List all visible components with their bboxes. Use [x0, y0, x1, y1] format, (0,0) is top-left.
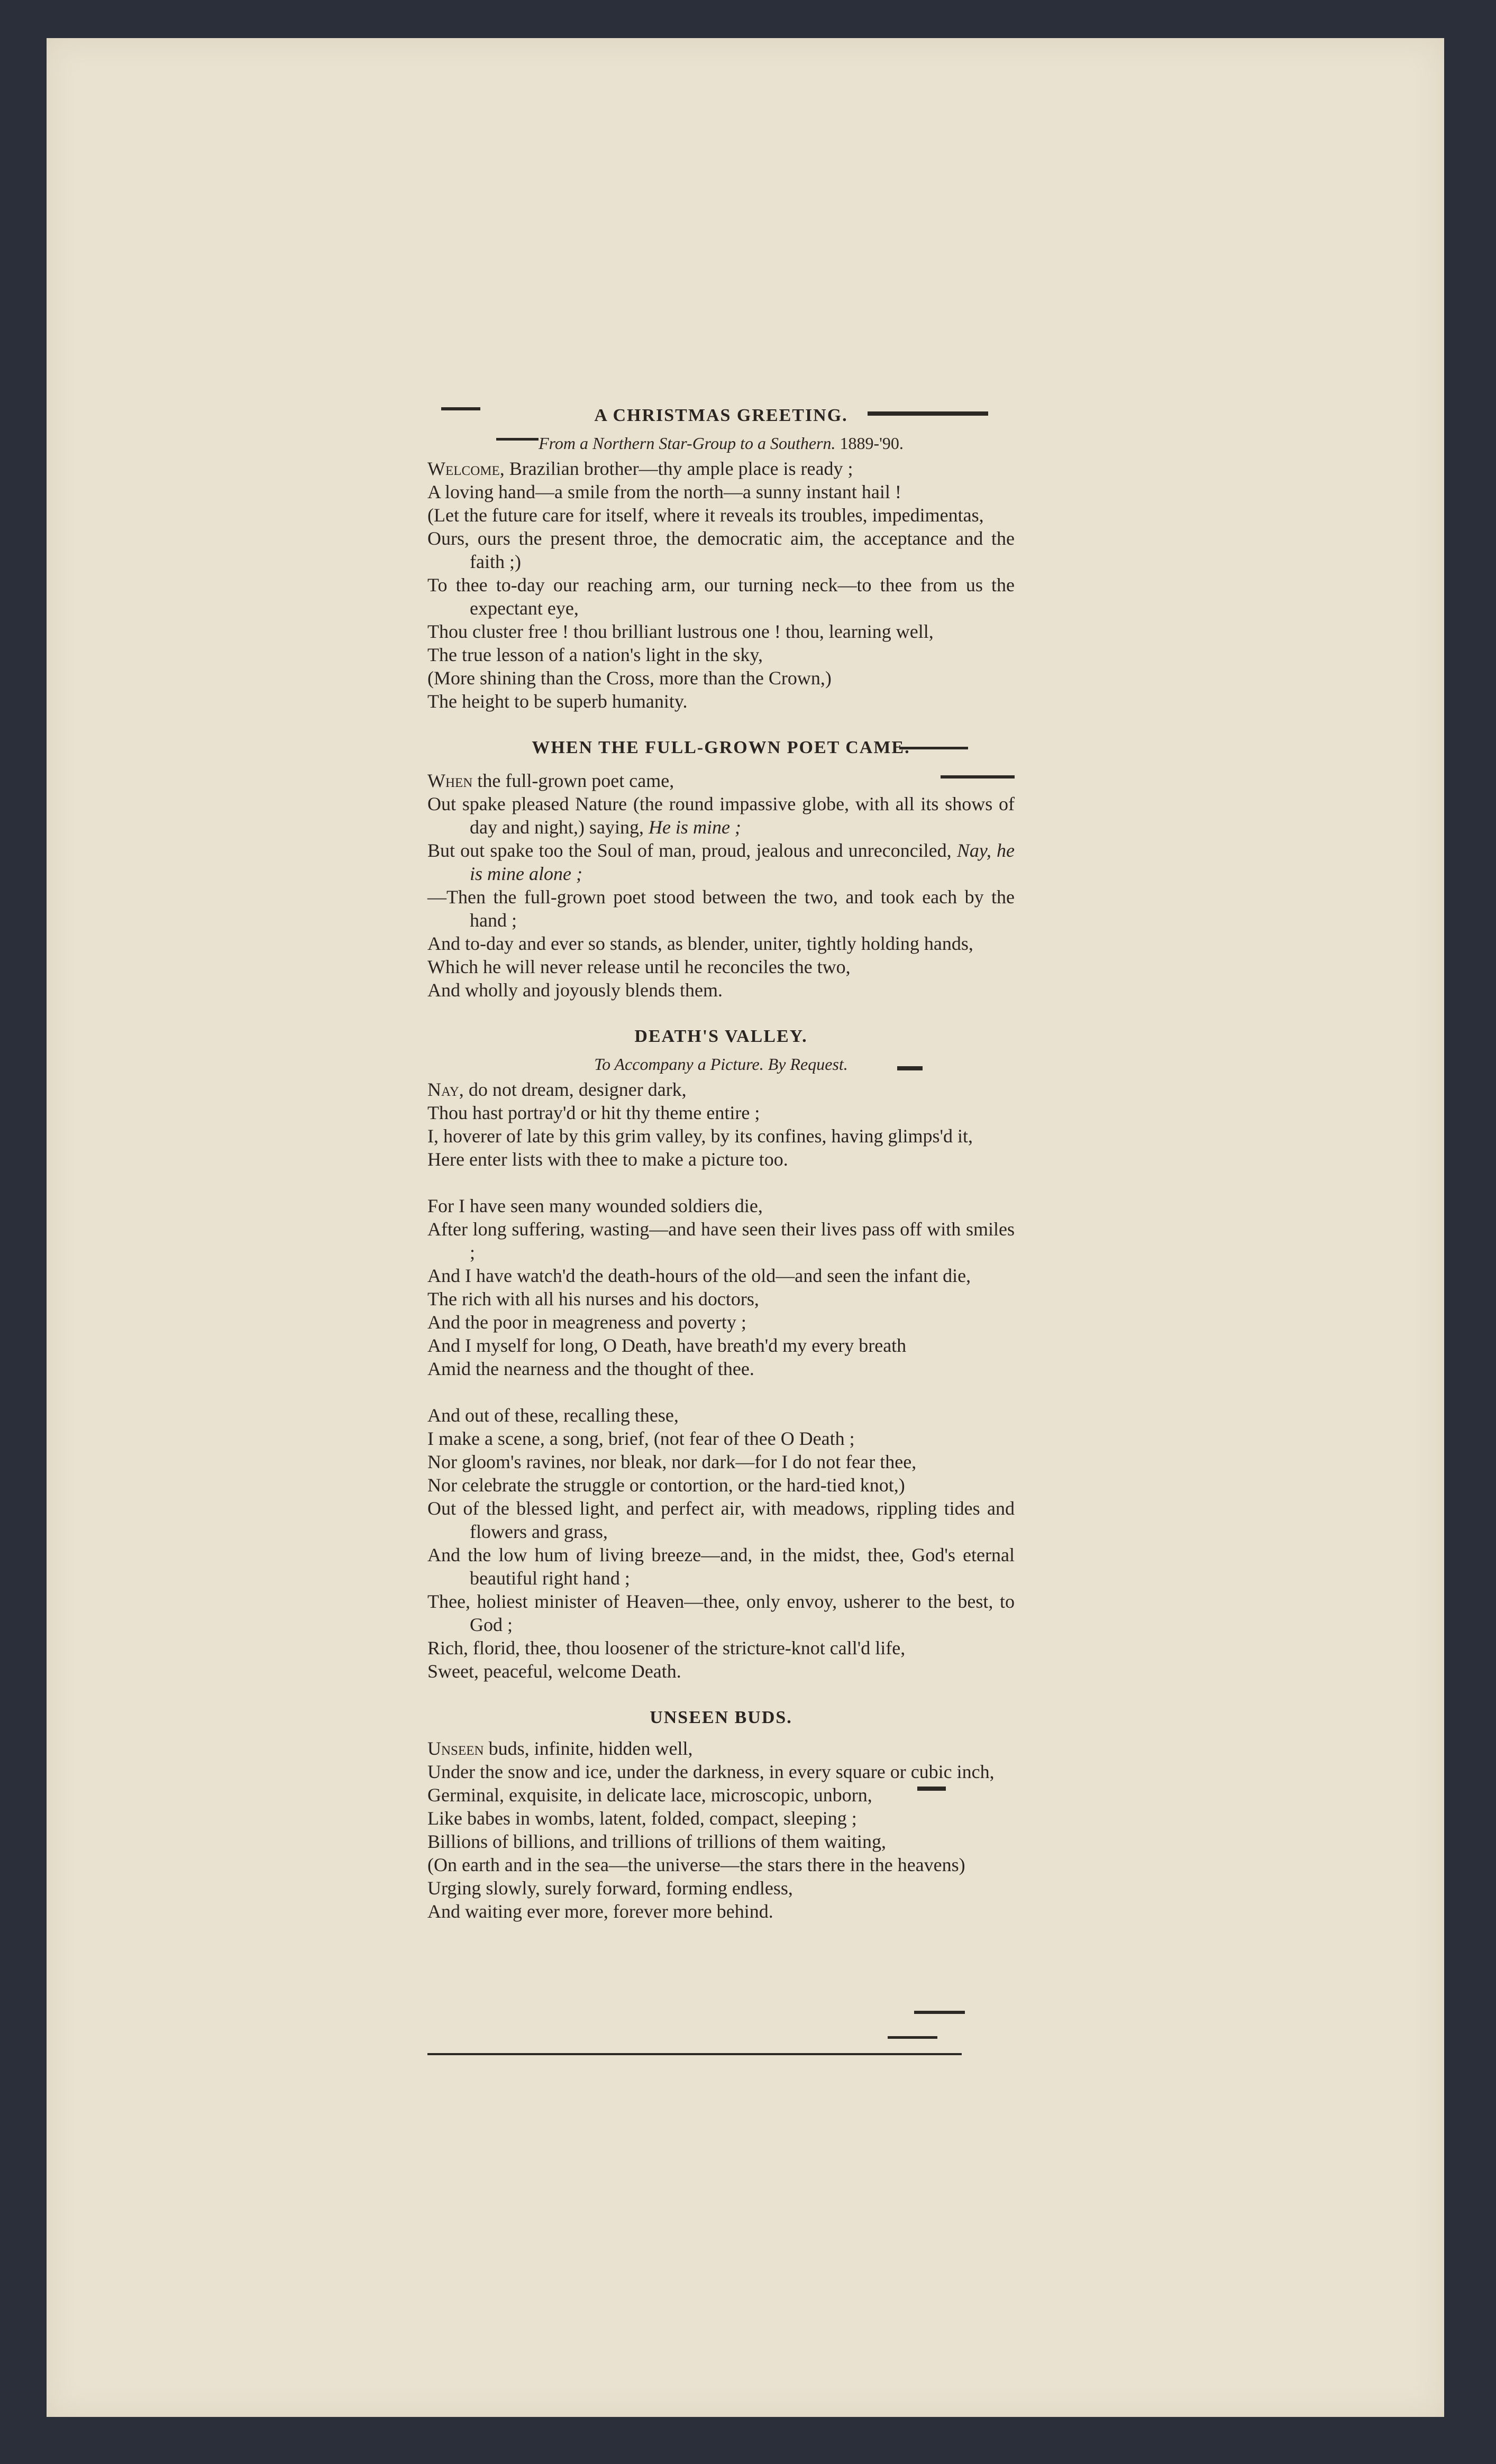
poem-line: (Let the future care for itself, where it reveals its troubles, impedimentas, — [427, 505, 984, 526]
poem-line: And the poor in meagreness and poverty ; — [427, 1312, 746, 1333]
poem-body — [427, 1737, 1015, 1923]
line-lead: When — [427, 770, 473, 791]
poem-line — [427, 457, 1015, 480]
printer-mark — [914, 2011, 965, 2014]
poem-line: Which he will never release until he reconciles the two, — [427, 956, 851, 977]
poem-body — [427, 457, 1015, 713]
poem-line: Out of the blessed light, and perfect air, with meadows, rippling tides and flowers and grass, — [427, 1498, 1015, 1542]
printer-mark — [888, 2036, 937, 2039]
poem-line — [427, 792, 1015, 839]
poem-line: And to-day and ever so stands, as blender, uniter, tightly holding hands, — [427, 933, 973, 954]
poem-column — [427, 402, 1015, 1923]
poem-line: A loving hand—a smile from the north—a sunny instant hail ! — [427, 481, 901, 502]
poem-line: The rich with all his nurses and his doctors, — [427, 1288, 759, 1309]
printer-mark — [427, 2053, 962, 2055]
poem-line: Like babes in wombs, latent, folded, compact, sleeping ; — [427, 1808, 857, 1829]
poem-line: And I myself for long, O Death, have breath'd my every breath — [427, 1335, 907, 1356]
poem-line: Ours, ours the present throe, the democratic aim, the acceptance and the faith ;) — [427, 528, 1015, 572]
line-text: do not dream, designer dark, — [463, 1079, 687, 1100]
poem-line: —Then the full-grown poet stood between the two, and took each by the hand ; — [427, 886, 1015, 931]
poem-title: WHEN THE FULL-GROWN POET CAME. — [532, 738, 910, 757]
poem-line: And I have watch'd the death-hours of the old—and seen the infant die, — [427, 1265, 971, 1286]
section-gap — [427, 1002, 1015, 1023]
poem-line: And out of these, recalling these, — [427, 1405, 679, 1426]
poem-line: I make a scene, a song, brief, (not fear of thee O Death ; — [427, 1428, 855, 1449]
poem-christmas-greeting — [427, 402, 1015, 713]
poem-unseen-buds — [427, 1704, 1015, 1923]
poem-line: (On earth and in the sea—the universe—the stars there in the heavens) — [427, 1854, 965, 1875]
poem-line: Under the snow and ice, under the darkness, in every square or cubic inch, — [427, 1761, 995, 1782]
poem-line: The height to be superb humanity. — [427, 691, 688, 712]
poem-line: Germinal, exquisite, in delicate lace, microscopic, unborn, — [427, 1784, 872, 1806]
poem-line: Sweet, peaceful, welcome Death. — [427, 1661, 681, 1682]
line-text: Brazilian brother—thy ample place is ready ; — [504, 458, 853, 479]
poem-line: I, hoverer of late by this grim valley, by its confines, having glimps'd it, — [427, 1125, 973, 1147]
poem-title: DEATH'S VALLEY. — [634, 1027, 808, 1046]
line-lead: Nay, — [427, 1079, 464, 1100]
poem-line: After long suffering, wasting—and have seen their lives pass off with smiles ; — [427, 1219, 1015, 1263]
poem-line: Urging slowly, surely forward, forming endless, — [427, 1877, 793, 1899]
poem-full-grown-poet — [427, 734, 1015, 1002]
poem-line: For I have seen many wounded soldiers die, — [427, 1195, 763, 1216]
line-text: But out spake too the Soul of man, proud, jealous and unreconciled, — [427, 840, 957, 861]
poem-line: The true lesson of a nation's light in the sky, — [427, 644, 763, 665]
stanza-gap — [427, 1380, 1015, 1404]
poem-line: Nor celebrate the struggle or contortion, or the hard-tied knot,) — [427, 1474, 905, 1496]
poem-line: To thee to-day our reaching arm, our turning neck—to thee from us the expectant eye, — [427, 574, 1015, 619]
poem-line: Here enter lists with thee to make a picture too. — [427, 1149, 788, 1170]
poem-body — [427, 769, 1015, 1002]
line-text: Out spake pleased Nature (the round impassive globe, with all its shows of day and night,) saying, — [427, 793, 1015, 838]
poem-line: And the low hum of living breeze—and, in the midst, thee, God's eternal beautiful right hand ; — [427, 1544, 1015, 1589]
poem-subtitle: To Accompany a Picture. By Request. — [594, 1055, 848, 1074]
poem-line: Billions of billions, and trillions of trillions of them waiting, — [427, 1831, 886, 1852]
line-italic: Nay, he is mine alone ; — [470, 840, 1015, 884]
poem-body — [427, 1078, 1015, 1683]
poem-line — [427, 1078, 1015, 1101]
line-lead: Welcome, — [427, 458, 505, 479]
poem-deaths-valley — [427, 1023, 1015, 1683]
line-italic: He is mine ; — [648, 817, 741, 838]
poem-line: (More shining than the Cross, more than the Crown,) — [427, 667, 832, 689]
section-gap — [427, 1683, 1015, 1704]
poem-line — [427, 769, 1015, 792]
stanza-gap — [427, 1171, 1015, 1194]
subtitle-year: 1889-'90. — [840, 434, 904, 453]
poem-line — [427, 839, 1015, 885]
poem-line: Thou hast portray'd or hit thy theme entire ; — [427, 1102, 760, 1123]
poem-line: Amid the nearness and the thought of thee. — [427, 1358, 754, 1379]
line-lead: Unseen — [427, 1738, 484, 1759]
poem-title: UNSEEN BUDS. — [650, 1708, 792, 1727]
subtitle-text: From a Northern Star-Group to a Southern. — [539, 434, 836, 453]
poem-line: And waiting ever more, forever more behind. — [427, 1901, 773, 1922]
line-text: buds, infinite, hidden well, — [484, 1738, 693, 1759]
poem-line: And wholly and joyously blends them. — [427, 979, 723, 1001]
poem-line: Thou cluster free ! thou brilliant lustrous one ! thou, learning well, — [427, 621, 934, 642]
poem-line — [427, 1737, 1015, 1760]
poem-line: Rich, florid, thee, thou loosener of the stricture-knot call'd life, — [427, 1637, 906, 1659]
poem-line: Nor gloom's ravines, nor bleak, nor dark—for I do not fear thee, — [427, 1451, 917, 1472]
poem-line: Thee, holiest minister of Heaven—thee, only envoy, usherer to the best, to God ; — [427, 1591, 1015, 1635]
line-text: the full-grown poet came, — [472, 770, 674, 791]
poem-title: A CHRISTMAS GREETING. — [594, 406, 848, 425]
section-gap — [427, 713, 1015, 734]
poem-subtitle — [427, 429, 1015, 457]
